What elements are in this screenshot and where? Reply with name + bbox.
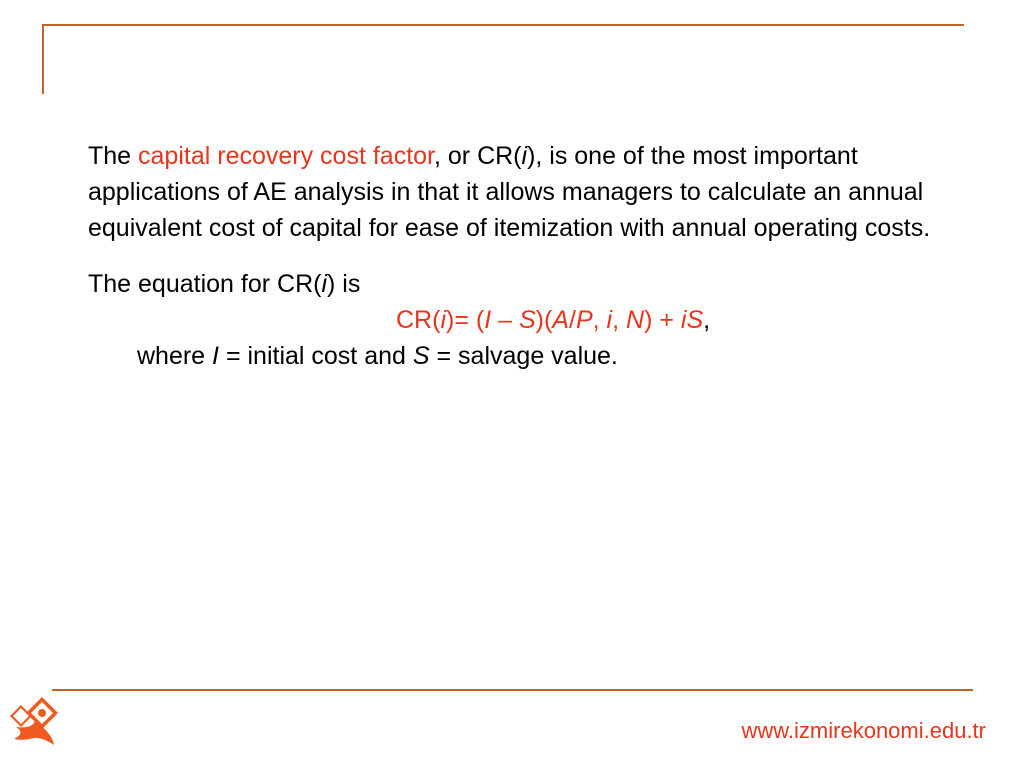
- intro-paragraph: [88, 138, 968, 246]
- capital-recovery-term: capital recovery cost factor: [138, 142, 434, 170]
- interest-variable: i: [521, 142, 528, 170]
- eq-plus: ) +: [644, 306, 681, 334]
- intro-text-rest: ), is one of the most important applications of AE analysis in that it allows managers to calculate an annual equivalent cost of capital for ease of itemization with annual operating costs.: [88, 142, 931, 242]
- eq-var-a: A: [552, 306, 569, 334]
- where-initial-cost-text: = initial cost and: [219, 342, 413, 370]
- eq-equals: )= (: [446, 306, 485, 334]
- eq-separator: ,: [592, 306, 607, 334]
- eq-var-salvage: S: [518, 306, 536, 334]
- where-var-initial-cost: I: [212, 342, 219, 370]
- eq-var-rate: i: [606, 306, 613, 334]
- eq-paren: )(: [535, 306, 553, 334]
- eq-minus: –: [491, 306, 519, 334]
- eq-slash: /: [568, 306, 576, 334]
- eq-var-is: iS: [680, 306, 704, 334]
- where-salvage-text: = salvage value.: [429, 342, 618, 370]
- where-var-salvage: S: [412, 342, 430, 370]
- slide-body: [88, 138, 968, 374]
- equation-intro-end: ) is: [327, 270, 361, 298]
- equation-intro-text: The equation for CR(: [88, 270, 322, 298]
- equation-intro: [88, 266, 968, 302]
- interest-variable: i: [321, 270, 328, 298]
- intro-text-start: The: [88, 142, 139, 170]
- university-logo-icon: [4, 693, 62, 751]
- eq-var-i: i: [440, 306, 446, 334]
- eq-var-initial-cost: I: [484, 306, 492, 334]
- left-border-line: [42, 24, 44, 94]
- eq-separator: ,: [612, 306, 626, 334]
- where-text: where: [137, 342, 213, 370]
- eq-var-n: N: [626, 306, 645, 334]
- capital-recovery-equation: [396, 302, 968, 338]
- footer-url[interactable]: www.izmirekonomi.edu.tr: [741, 718, 986, 743]
- eq-cr-open: CR(: [396, 306, 441, 334]
- footer-divider: [52, 689, 973, 691]
- intro-text-cr: , or CR(: [434, 142, 522, 170]
- eq-comma: ,: [703, 306, 711, 334]
- eq-var-p: P: [575, 306, 593, 334]
- top-border-line: [42, 24, 964, 26]
- where-clause: [137, 338, 968, 374]
